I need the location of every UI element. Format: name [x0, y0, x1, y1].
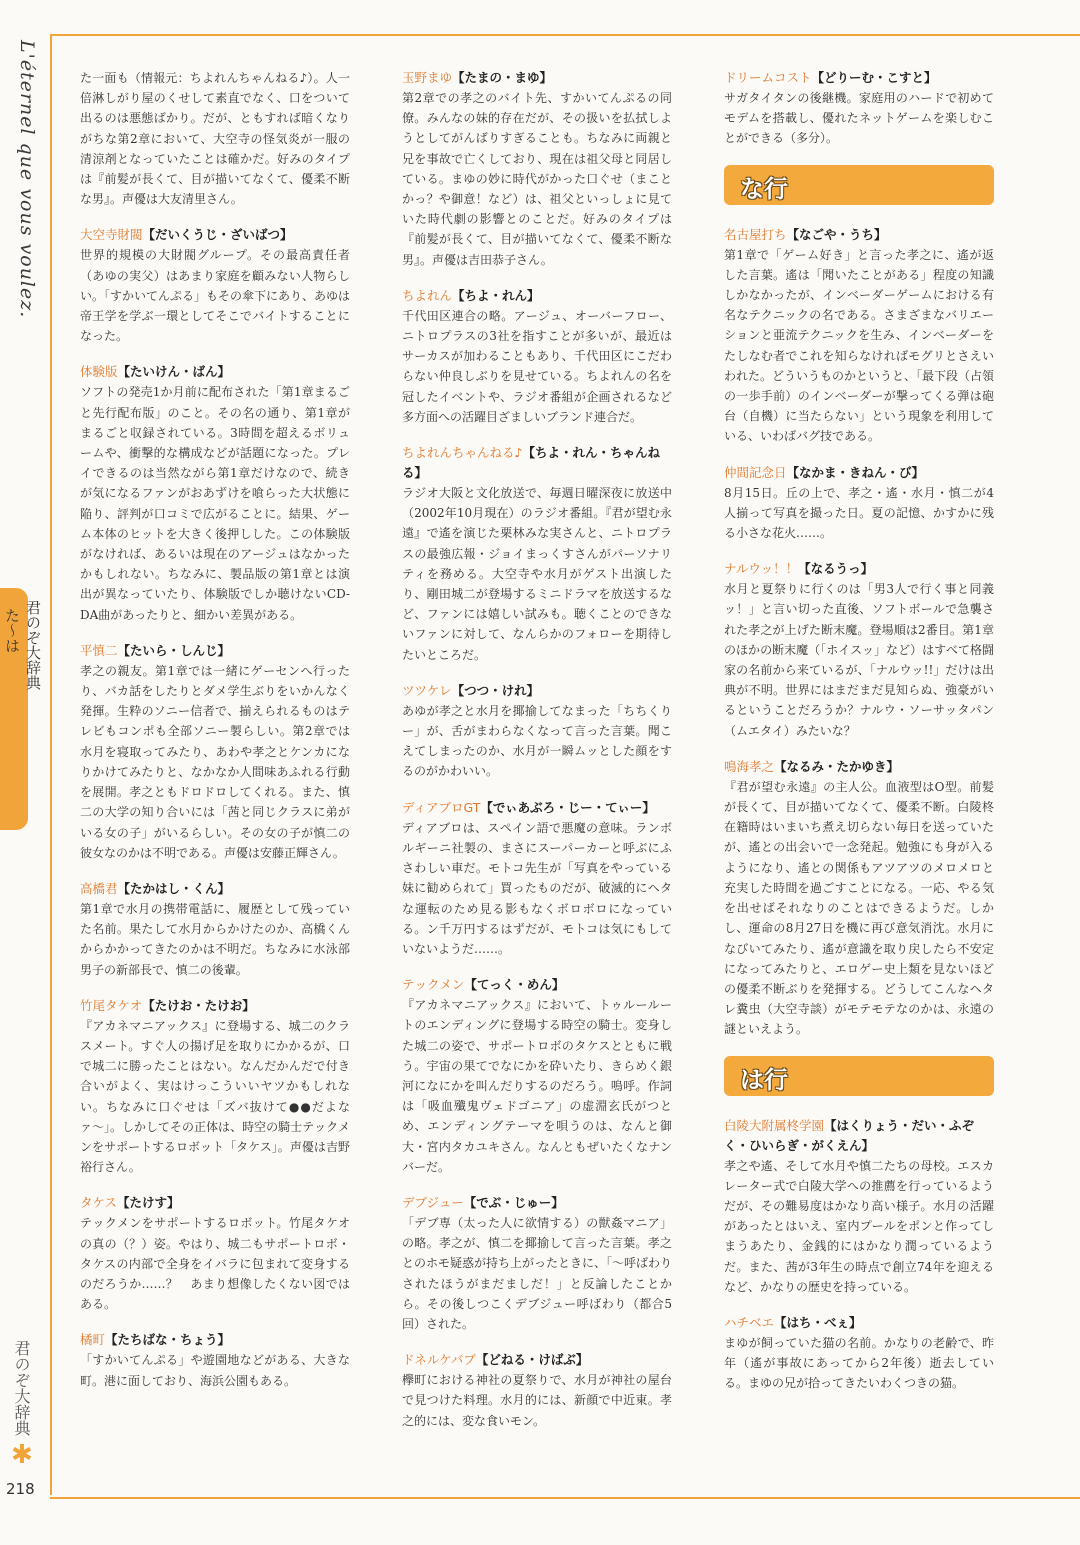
entry-reading: 【たちばな・ちょう】: [105, 1332, 231, 1348]
entry-body: 世界的規模の大財閥グループ。その最高責任者（あゆの実父）はあまり家庭を顧みない人物らしい。「すかいてんぷる」もその傘下にあり、あゆは帝王学を学ぶ一環としてそこでバイトすることになった。: [80, 248, 351, 344]
entry-body: 千代田区連合の略。アージュ、オーバーフロー、ニトロプラスの3社を指すことが多いが、最近はサーカスが加わることもあり、千代田区にこだわらない仲良しぶりを見せている。ちよれんの名を冠したイベントや、ラジオ番組が企画されるなど多方面への活躍目ざましいブランド連合だ。: [402, 308, 672, 424]
dictionary-entry: [402, 68, 672, 270]
entry-term: ハチベエ: [724, 1314, 775, 1330]
entry-heading: [80, 225, 350, 245]
entry-heading: [724, 1313, 994, 1333]
entry-term: 平慎二: [80, 642, 118, 658]
dictionary-entry: [402, 1350, 672, 1431]
entry-body: 「デブ専（太った人に欲情する）の獣姦マニア」の略。孝之が、慎二を揶揄して言った言葉。孝之とのホモ疑惑が持ち上がったときに、「〜呼ばわりされたほうがまだましだ！」と反論したことから。その後しつこくデブジュー呼ばわり（都合5回）された。: [402, 1215, 673, 1331]
entry-body: テックメンをサポートするロボット。竹尾タケオの真の（？）姿。やはり、城二もサポートロボ・タケスの内部で全身をイバラに包まれて変身するのだろうか……？ あまり想像したくない図ではある。: [80, 1216, 350, 1312]
entry-heading: [724, 225, 994, 245]
entry-term: テックメン: [402, 977, 465, 993]
entry-body: ラジオ大阪と文化放送で、毎週日曜深夜に放送中（2002年10月現在）のラジオ番組。『君が望む永遠』で遙を演じた栗林みな実さんと、ニトロプラスの最強広報・ジョイまっくすさんがパーソナリティを務める。大空寺や水月がゲスト出演したり、剛田城二が登場するミニドラマを放送するなど、ファンには嬉しい試みも。聴くことのできないファンに対して、なんらかのフォローを期待したいところだ。: [402, 486, 672, 662]
entry-heading: [80, 1330, 350, 1350]
entry-reading: 【はくりょう・だい・ふぞく・ひいらぎ・がくえん】: [724, 1117, 975, 1153]
page-number: 218: [6, 1480, 35, 1498]
entry-body: 第1章で水月の携帯電話に、履歴として残っていた名前。果たして水月からかけたのか、高橋くんからかかってきたのかは不明だ。ちなみに水泳部男子の新部長で、慎二の後輩。: [80, 901, 350, 977]
entry-heading: [402, 1350, 672, 1370]
entry-heading: [724, 463, 994, 483]
entry-body: サガタイタンの後継機。家庭用のハードで初めてモデムを搭載し、優れたネットゲームを楽しむことができる（多分）。: [724, 91, 994, 146]
dictionary-entry: [402, 443, 672, 665]
dictionary-entry: [724, 225, 994, 447]
entry-term: 高橋君: [80, 880, 118, 896]
entry-heading: [402, 681, 672, 701]
entry-reading: 【どりーむ・こすと】: [811, 70, 937, 85]
entry-heading: [724, 757, 994, 777]
entry-term: 名古屋打ち: [724, 226, 787, 242]
entry-heading: [402, 975, 672, 995]
entry-reading: 【でぶ・じゅー】: [463, 1194, 564, 1210]
dictionary-entry: [402, 1193, 672, 1334]
entry-term: タケス: [80, 1195, 118, 1211]
entry-heading: [402, 68, 672, 88]
entry-term: ナルウッ！！: [724, 561, 799, 577]
entry-body: 『君が望む永遠』の主人公。血液型はO型。前髪が長くて、目が描いてなくて、優柔不断。白陵柊在籍時はいまいち煮え切らない毎日を送っていたが、遙との出会いで一念発起。勉強にも身が入るようになり、遙との関係もアツアツのメロメロと充実した時間を過ごすことになる。一応、やる気を出せばそれなりのことはできるようだ。しかし、運命の8月27日を機に再び意気消沈。水月になびいてみたり、遙が意識を取り戻したら不安定になってみたりと、エロゲー史上類を見ないほどの優柔不断ぶりを発揮する。どうしてこんなヘタレ糞虫（大空寺談）がモテモテなのかは、永遠の謎といえよう。: [724, 779, 994, 1037]
entry-reading: 【だいくうじ・ざいばつ】: [142, 227, 293, 243]
entry-term: ディアブロGT: [402, 799, 481, 815]
side-tab-label: [2, 600, 44, 690]
dictionary-entry: [724, 757, 994, 1040]
entry-body: ソフトの発売1か月前に配布された「第1章まるごと先行配布版」のこと。その名の通り、第1章がまるごと収録されている。3時間を超えるボリュームや、衝撃的な構成などが話題になった。プレイできるのは当然ながら第1章だけなので、続きが気になるファンがおあずけを喰らった大状態に陥り、評判が口コミで広がることに。結果、ゲーム本体のヒットを大きく後押しした。この体験版がなければ、あるいは現在のアージュはなかったかもしれない。ちなみに、製品版の第1章とは演出が異なっていたり、体験版でしか聴けないCD-DA曲があったりと、細かい差異がある。: [80, 385, 350, 622]
entry-body: 孝之や遙、そして水月や慎二たちの母校。エスカレーター式で白陵大学への推薦を行っているようだが、その難易度はかなり高い様子。水月の活躍があったとはいえ、室内プールをポンと作ってしまうあたり、金銭的にはかなり潤っているようだ。また、茜が3年生の時点で創立74年を迎えるなど、かなりの歴史を持っている。: [724, 1158, 994, 1294]
entry-reading: 【ちよ・れん・ちゃんねる】: [402, 445, 660, 481]
entry-body: 『アカネマニアックス』において、トゥルールートのエンディングに登場する時空の騎士。変身した城二の姿で、サポートロボのタケスとともに戦う。宇宙の果てでなにかを砕いたり、きらめく銀河になにかを叫んだりするのだろう。嗚呼。作詞は「吸血殲鬼ヴェドゴニア」の虚淵玄氏がつとめ、エンディングテーマを唄うのは、なんと御大・宮内タカユキさん。なんともぜいたくなナンバーだ。: [402, 998, 672, 1174]
side-tab-range: た〜は: [3, 608, 21, 653]
dictionary-entry: [80, 225, 350, 346]
dictionary-entry: [724, 1116, 994, 1297]
entry-body: 第1章で「ゲーム好き」と言った孝之に、遙が返した言葉。遙は「聞いたことがある」程度の知識しかなかったが、インベーダーゲームにおける有名なテクニックの名である。さまざまなバリエーションと亜流テクニックを生み、インベーダーをたしなむ者でこれを知らなければモグリとさえいわれた。どういうものかというと、「最下段（占領の一歩手前）のインベーダーが撃ってくる弾は砲台（自機）に当たらない」という現象を利用している、いわばバグ技である。: [724, 247, 995, 444]
entry-heading: [80, 1193, 350, 1213]
column-3: [724, 68, 994, 1410]
entry-body: あゆが孝之と水月を揶揄してなまった「ちちくりー」が、舌がまわらなくなって言った言葉。聞こえてしまったのか、水月が一瞬ムッとした顔をするのがかわいい。: [402, 703, 672, 779]
entry-term: ちよれんちゃんねる♪: [402, 445, 523, 461]
entry-body: 欅町における神社の夏祭りで、水月が神社の屋台で見つけた料理。水月的には、新顔で中近東。孝之的には、変な食いモン。: [402, 1373, 672, 1428]
entry-reading: 【たまの・まゆ】: [452, 70, 553, 85]
dictionary-entry: [80, 1193, 350, 1314]
entry-reading: 【なごや・うち】: [786, 226, 887, 242]
entry-term: ツツケレ: [402, 682, 452, 698]
section-title-na: な行: [740, 174, 788, 203]
dictionary-entry: [80, 641, 350, 863]
entry-body: た一面も（情報元：ちよれんちゃんねる♪）。人一倍淋しがり屋のくせして素直でなく、口をついて出るのは悪態ばかり。だが、ともすれば暗くなりがちな第2章において、大空寺の怪気炎が一服の清涼剤となっていたことは確かだ。好みのタイプは『前髪が長くて、目が描いてなくて、優柔不断な男』。声優は大友清里さん。: [80, 71, 350, 207]
entry-term: 白陵大附属柊学園: [724, 1117, 825, 1133]
entry-body: 8月15日。丘の上で、孝之・遙・水月・慎二が4人揃って写真を撮った日。夏の記憶、かすかに残る小さな花火……。: [724, 485, 994, 541]
entry-body: 第2章での孝之のバイト先、すかいてんぷるの同僚。みんなの妹的存在だが、その扱いを払拭しようとしてがんばりすぎることも。ちなみに両親と兄を事故で亡くしており、現在は祖父母と同居している。まゆの妙に時代がかった口ぐせ（まことかっ？や御意！など）は、祖父といっしょに見ていた時代劇の影響とのことだ。好みのタイプは『前髪が長くて、目が描いてなくて、優柔不断な男』。声優は吉田恭子さん。: [402, 91, 672, 267]
entry-body: まゆが飼っていた猫の名前。かなりの老齢で、昨年（遙が事故にあってから2年後）逝去している。まゆの兄が拾ってきたいわくつきの猫。: [724, 1335, 994, 1391]
entry-reading: 【なかま・きねん・び】: [786, 464, 925, 480]
dictionary-entry: [80, 68, 350, 209]
entry-term: 仲間記念日: [724, 464, 787, 480]
asterisk-icon: ✱: [11, 1440, 33, 1470]
script-title: L'éternel que vous voulez.: [16, 40, 38, 319]
side-tab-title: 君のぞ大辞典: [24, 600, 42, 690]
entry-term: デブジュー: [402, 1194, 464, 1210]
entry-term: 竹尾タケオ: [80, 997, 143, 1013]
entry-heading: [402, 1193, 672, 1213]
entry-reading: 【はち・べぇ】: [774, 1314, 862, 1330]
dictionary-entry: [80, 879, 350, 980]
entry-term: ドリームコスト: [724, 70, 812, 85]
entry-term: 玉野まゆ: [402, 70, 453, 85]
section-banner-ha: [724, 1056, 994, 1096]
entry-heading: [80, 362, 350, 382]
entry-reading: 【たいら・しんじ】: [117, 642, 231, 658]
entry-heading: [80, 879, 350, 899]
entry-heading: [724, 559, 994, 579]
entry-reading: 【てっく・めん】: [464, 977, 565, 993]
entry-heading: [724, 68, 994, 88]
entry-reading: 【なるみ・たかゆき】: [774, 758, 900, 774]
entry-reading: 【ちよ・れん】: [452, 287, 540, 303]
entry-reading: 【たいけん・ばん】: [117, 364, 231, 380]
bottom-book-title: 君のぞ大辞典: [12, 1340, 31, 1436]
entry-term: 鳴海孝之: [724, 758, 775, 774]
dictionary-entry: [402, 286, 672, 427]
entry-reading: 【どねる・けばぶ】: [475, 1352, 589, 1368]
entry-body: 『アカネマニアックス』に登場する、城二のクラスメート。すぐ人の揚げ足を取りにかかるが、口で城二に勝ったことはない。なんだかんだで付き合いがよく、実はけっこういいヤツかもしれない。ちなみに口ぐせは「ズバ抜けて●●だよなァ〜」。しかしてその正体は、時空の騎士テックメンをサポートするロボット「タケス」。声優は吉野裕行さん。: [80, 1018, 350, 1175]
entry-heading: [80, 641, 350, 661]
section-title-ha: は行: [740, 1065, 788, 1094]
entry-reading: 【なるうっ】: [798, 561, 874, 577]
column-3-bottom: [724, 1116, 994, 1394]
section-banner-na: [724, 165, 994, 205]
entry-body: 「すかいてんぷる」や遊園地などがある、大きな町。港に面しており、海浜公園もある。: [80, 1353, 350, 1388]
entry-reading: 【つつ・けれ】: [451, 682, 540, 698]
entry-heading: [80, 996, 350, 1016]
bottom-rule: [50, 1497, 1080, 1499]
entry-reading: 【たかはし・くん】: [117, 880, 231, 896]
column-1: [80, 68, 350, 1407]
dictionary-entry: [402, 975, 672, 1177]
dictionary-entry: [724, 559, 994, 741]
dictionary-entry: [724, 463, 994, 544]
entry-reading: 【でぃあぶろ・じー・てぃー】: [480, 799, 655, 815]
entry-term: ドネルケバブ: [402, 1352, 476, 1368]
dictionary-entry: [80, 996, 350, 1178]
dictionary-entry: [724, 68, 994, 149]
entry-term: 体験版: [80, 364, 118, 380]
column-3-middle: [724, 225, 994, 1040]
entry-heading: [402, 798, 672, 818]
entry-heading: [402, 286, 672, 306]
dictionary-entry: [402, 681, 672, 782]
dictionary-entry: [80, 362, 350, 624]
dictionary-entry: [80, 1330, 350, 1390]
dictionary-entry: [402, 798, 672, 959]
entry-heading: [724, 1116, 994, 1156]
dictionary-entry: [724, 1313, 994, 1394]
entry-term: 大空寺財閥: [80, 227, 143, 243]
entry-body: 孝之の親友。第1章では一緒にゲーセンへ行ったり、バカ話をしたりとダメ学生ぶりをいかんなく発揮。生粋のソニー信者で、揃えられるものはテレビもコンポも全部ソニー製らしい。第2章では水月を寝取ってみたり、あわや孝之とケンカになりかけてみたりと、なかなか人間味あふれる行動を展開。孝之ともドロドロしてくれる。また、慎二の大学の知り合いには「茜と同じクラスに弟がいる女の子」がいるらしい。その女の子が慎二の彼女なのかは不明である。声優は安藤正輝さん。: [80, 663, 350, 860]
entry-reading: 【たけお・たけお】: [142, 997, 255, 1013]
entry-body: 水月と夏祭りに行くのは「男3人で行く事と同義ッ！」と言い切った直後、ソフトボールで急襲された孝之が上げた断末魔。登場順は2番目。第1章のほかの断末魔（「ホイスッ」など）はすべて格闘家の名前から来ているが、「ナルウッ!!」だけは出典が不明。世界にはまだまだ見知らぬ、強豪がいるということだろうか？ナルウ・ソーサッタパン（ムエタイ）みたいな？: [724, 582, 994, 738]
entry-heading: [402, 443, 672, 483]
entry-term: ちよれん: [402, 287, 453, 303]
column-2: [402, 68, 672, 1447]
entry-reading: 【たけす】: [117, 1195, 180, 1211]
entry-term: 橘町: [80, 1332, 106, 1348]
column-3-top: [724, 68, 994, 149]
entry-body: ディアブロは、スペイン語で悪魔の意味。ランボルギーニ社製の、まさにスーパーカーと呼ぶにふさわしい車だ。モトコ先生が「写真をやっている妹に勧められて」買ったものだが、破滅的にヘタな運転のため見る影もなくボロボロになっている。ン千万円するはずだが、モトコは気にもしていないようだ……。: [402, 820, 672, 956]
